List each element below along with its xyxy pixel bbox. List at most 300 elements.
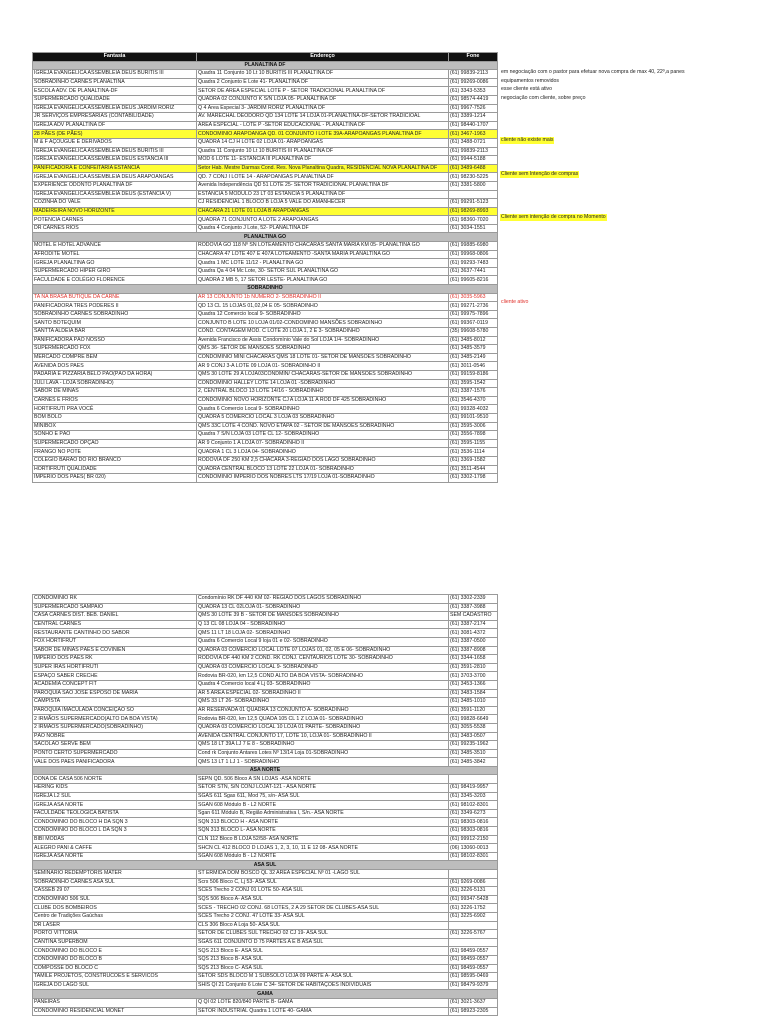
fantasia-cell: Centro de Tradições Gaúchas [33,912,197,921]
table-row [33,612,498,621]
table-row [33,620,498,629]
fone-cell: (61) 3591-1120 [449,706,498,715]
endereco-cell: SCES Trecho 2 CONJ. 47 LOTE 33- ASA SUL [197,912,449,921]
fantasia-cell: CONDOMINIO RESIDENCIAL MONET [33,1007,197,1016]
fone-cell: (61) 3488-0721 [449,138,498,147]
endereco-cell: Q 13 CL 08 LOJA 04 - SOBRADINHO [197,620,449,629]
endereco-cell: QMS 30 LOTE 39 B - SETOR DE MANSOES SOBRADINHO [197,612,449,621]
table-row [33,870,498,879]
endereco-cell: Scrs 506 Bloco C, Lj 53- ASA SUL [197,878,449,887]
endereco-cell: Quadra 7 S/N LOJA 03 LOTE CL 12- SOBRADINHO [197,431,449,440]
fone-cell: (61) 98419-9957 [449,784,498,793]
table-row [33,723,498,732]
fone-cell: (61) 3467-1963 [449,130,498,139]
endereco-cell: CONDOMINIO NOVO HORIZONTE CJ A LOJA 11 A ROD DF 425 SOBRADINHO [197,396,449,405]
fantasia-cell: CONDOMINIO DO BLOCO E [33,947,197,956]
fone-cell [449,775,498,784]
fantasia-cell: HERING KIDS [33,784,197,793]
fantasia-cell: SEMINARIO REDEMPTORIS MATER [33,870,197,879]
fone-cell: (61) 3387-3988 [449,603,498,612]
table-row [33,207,498,216]
table-row [33,78,498,87]
fantasia-cell: VALE DOS PAES PANIFICADORA [33,758,197,767]
table-row [33,87,498,96]
fantasia-cell: SUPERMERCADO FOX [33,345,197,354]
fantasia-cell: DONA DE CASA 506 NORTE [33,775,197,784]
table-row [33,998,498,1007]
endereco-cell: CONDOMINIO ARAPOANGA QD. 01 CONJUNTO I LOTE 39A-ARAPOANGAS PLANALTINA DF [197,130,449,139]
fantasia-cell: RESTAURANTE CANTINHO DO SABOR [33,629,197,638]
table-row [33,603,498,612]
fone-cell: (61) 9269-0086 [449,878,498,887]
table-row [33,465,498,474]
endereco-cell: MOD 6 LOTE 11- ESTANCIA III PLANALTINA DF [197,156,449,165]
fone-cell: (61) 98595-0469 [449,973,498,982]
endereco-cell: SETOR DE CLUBES SUL TRECHO 02 CJ 19- ASA SUL [197,930,449,939]
fantasia-cell: CONDOMINIO 506 SUL [33,895,197,904]
fone-cell: (61) 98102-8301 [449,801,498,810]
endereco-cell: SQS 213 Bloco E- ASA SUL [197,947,449,956]
fone-cell: (61) 3055-5538 [449,723,498,732]
table-row [33,259,498,268]
fone-cell: (06) 13060-0013 [449,844,498,853]
endereco-cell: 2, CENTRAL BLOCO 13 LOTE 14/16 - SOBRADINHO [197,388,449,397]
table-row [33,741,498,750]
header-fantasia: Fantasia [33,53,197,62]
fone-cell: (61) 99839-2113 [449,147,498,156]
fone-cell: (61) 98479-9379 [449,981,498,990]
table-row [33,319,498,328]
fantasia-cell: POTENCIA CARNES [33,216,197,225]
fantasia-cell: AVENIDA DOS PAES [33,362,197,371]
endereco-cell: Avenida Independência QD 51 LOTE 25- SETOR TRADICIONAL PLANALTINA DF [197,181,449,190]
fone-cell: (61) 3343-5353 [449,87,498,96]
endereco-cell: QUADRA 2 MB 5, 17 SETOR LESTE- PLANALTINA GO [197,276,449,285]
endereco-cell: RODOVIA GO 118 Nº SN LOTEAMENTO CHACARAS SANTA MARIA KM 05- PLANALTINA GO [197,242,449,251]
endereco-cell: QMS 30 LOTE 29 A LOJA03CONDMIN/ CHACARAS-SETOR DE MANSÕES SOBRADINHO [197,370,449,379]
endereco-cell: COND. CONTAGEM MOD. C LOTE 20 LOJA 1, 2 E 3- SOBRADINHO [197,328,449,337]
table-row [33,629,498,638]
endereco-cell: ESTANCIA 5 MODULO 23 LT 03 ESTANCIA 5 PLANALTINA DF [197,190,449,199]
fantasia-cell: SUPER IRAS HORTIFRUTI [33,663,197,672]
table-row [33,362,498,371]
endereco-cell: Avenida Francisco de Assis Condomínio Vale do Sol LOJA 1/4- SOBRADINHO [197,336,449,345]
table-row [33,199,498,208]
fone-cell: (61) 3546-4370 [449,396,498,405]
section-title: ASA NORTE [33,766,498,775]
endereco-cell: QMS 11 LT 18 LOJA 02- SOBRADINHO [197,629,449,638]
client-table-2 [32,594,498,1016]
table-row [33,422,498,431]
table-row [33,250,498,259]
endereco-cell: CONDOMINIO MINI CHACARAS QMS 18 LOTE 01- SETOR DE MANSÕES SOBRADINHO [197,353,449,362]
fantasia-cell: CASA CARNES DIST. BEB. DANIEL [33,612,197,621]
table-row [33,328,498,337]
endereco-cell: Q 4 Área Especial 3- JARDIM RORIZ PLANALTINA DF [197,104,449,113]
fantasia-cell: COMPOSSE DO BLOCO C [33,964,197,973]
section-title: ASA SUL [33,861,498,870]
fantasia-cell: BOM BOLO [33,413,197,422]
endereco-cell: RODOVIA DF 440 KM 2 COND. RK CONJ. CENTAURIOS LOTE 30- SOBRADINHO [197,655,449,664]
table-row [33,784,498,793]
endereco-cell: Quadra 1 MC LOTE 11/12 - PLANALTINA GO [197,259,449,268]
fone-cell: SEM CADASTRO [449,612,498,621]
fantasia-cell: JULI LAVA - LOJA SOBRADINHO) [33,379,197,388]
fantasia-cell: PORTO VITTORIA [33,930,197,939]
endereco-cell: SQS 213 Bloco B- ASA SUL [197,955,449,964]
fone-cell: (61) 3637-7441 [449,267,498,276]
endereco-cell: SHCN CL 412 BLOCO D LOJAS 1, 2, 3, 10, 11 E 12 08- ASA NORTE [197,844,449,853]
fantasia-cell: CLUBE DOS BOMBEIROS [33,904,197,913]
fantasia-cell: PANIFICADORA TRES PODERES II [33,302,197,311]
fone-cell: (61) 3595-1155 [449,439,498,448]
endereco-cell: Quadra 11 Conjunto 10 Lt 10 BURITIS III PLANALTINA DF [197,147,449,156]
table-row [33,749,498,758]
endereco-cell: SGAS 611 Sgas 611, Mod 75, s/n- ASA SUL [197,792,449,801]
table-row [33,370,498,379]
table-row [33,818,498,827]
table-row [33,276,498,285]
table-row [33,456,498,465]
fone-cell: (61) 3387-0500 [449,637,498,646]
fone-cell: (61) 99975-7896 [449,310,498,319]
fone-cell: (61) 99347-5428 [449,895,498,904]
fantasia-cell: IGREJA ASA NORTE [33,852,197,861]
fone-cell: (61) 99271-2736 [449,302,498,311]
fantasia-cell: SANTO BOTEQUIM [33,319,197,328]
fantasia-cell: IGREJA EVANGELICA ASSEMBLEIA DEUS ESTANCIA III [33,156,197,165]
fantasia-cell: SONHO E PÃO [33,431,197,440]
side-note: negociação com cliente, sobre preço [501,94,586,101]
fantasia-cell: PANIFICADORA E CONFEITARIA ESTANCIA [33,164,197,173]
fone-cell: (61) 3225-6902 [449,912,498,921]
table-row [33,448,498,457]
endereco-cell: Quadra 4 Comercio local 4 Lj 03- SOBRADINHO [197,680,449,689]
fone-cell: (61) 99912-2150 [449,835,498,844]
fone-cell: (61) 3381-5800 [449,181,498,190]
table-row [33,138,498,147]
table-row [33,964,498,973]
fone-cell: (61) 99235-1962 [449,741,498,750]
fone-cell: (61) 3387-2174 [449,620,498,629]
fantasia-cell: ESCOLA ADV. DE PLANALTINA-DF [33,87,197,96]
fantasia-cell: PADARIA E PIZZARIA BELO PÃO(PÃO DA HORA) [33,370,197,379]
fantasia-cell: TA NA BRASA BUTIQUE DA CARNE [33,293,197,302]
section-row [33,61,498,70]
fantasia-cell: IGREJA L2 SUL [33,792,197,801]
fantasia-cell: IGREJA EVANGELICA ASSEMBLEIA DEUS JARDIM RORIZ [33,104,197,113]
fantasia-cell: 2 IRMÃOS SUPERMERCADO(SOBRADINHO) [33,723,197,732]
endereco-cell: Quadra 2 Conjunto E Lote 41- PLANALTINA DF [197,78,449,87]
endereco-cell: Quadra 6 Comercio Local 9 loja 01 e 02- SOBRADINHO [197,637,449,646]
fantasia-cell: PONTO CERTO SUPERMERCADO [33,749,197,758]
table-row [33,405,498,414]
fone-cell: (61) 3011-0546 [449,362,498,371]
endereco-cell: AV. MARECHAL DEODORO QD 134 LOTE 14 LOJA 01-PLANALTINA-DF-SETOR TRADICIOAL [197,113,449,122]
fone-cell: (61) 3226-5131 [449,887,498,896]
table-row [33,646,498,655]
fone-cell: (61) 99159-8186 [449,370,498,379]
fantasia-cell: COZINHA DO VALE [33,199,197,208]
fantasia-cell: ESPAÇO SABER CRECHE [33,672,197,681]
endereco-cell: SQN 313 BLOCO H - ASA NORTE [197,818,449,827]
fantasia-cell: PANEIRAS [33,998,197,1007]
fantasia-cell: SABOR DE MINAS [33,388,197,397]
fantasia-cell: SUPERMERCADO OPÇÃO [33,439,197,448]
fone-cell: (61) 3485-3510 [449,749,498,758]
endereco-cell: AR RESERVADA 01 QUADRA 13 CONJUNTO A- SOBRADINHO [197,706,449,715]
fone-cell: (61) 98360-7020 [449,216,498,225]
endereco-cell: AR 9 CONJ 3-A LOTE 09 LOJA 01- SOBRADINHO II [197,362,449,371]
endereco-cell: QUADRA 14 CJ H LOTE 02 LOJA 01- ARAPOANGAS [197,138,449,147]
fantasia-cell: FRANGO NO POTE [33,448,197,457]
endereco-cell: QD 13 CL 15 LOJAS 01,02,04 E 05- SOBRADINHO [197,302,449,311]
table-row [33,698,498,707]
fantasia-cell: FACULDADE TEOLOGICA BATISTA [33,809,197,818]
endereco-cell: Quadra 6 Comercio Local 9- SOBRADINHO [197,405,449,414]
endereco-cell: SQN 313 BLOCO L- ASA NORTE [197,827,449,836]
fone-cell: (61) 3485-3579 [449,345,498,354]
endereco-cell: SGAN 608 Módulo B - L2 NORTE [197,801,449,810]
fone-cell: (61) 3556-7898 [449,431,498,440]
header-row [33,53,498,62]
fone-cell: (61) 3485-8012 [449,336,498,345]
table-row [33,835,498,844]
table-row [33,655,498,664]
endereco-cell: SGAN 608 Módulo B - L2 NORTE [197,852,449,861]
client-table-1 [32,52,498,483]
table-row [33,216,498,225]
fone-cell: (61) 3595-1542 [449,379,498,388]
endereco-cell: Rodovia BR-020, km 12,5 QUADA 105 CL 1 Z LOJA 01- SOBRADINHO [197,715,449,724]
table-row [33,887,498,896]
endereco-cell: CONJUNTO B LOTE 10 LOJA 01/02-CONDOMINIO MANSÕES SOBRADINHO [197,319,449,328]
endereco-cell: QMS 18 LT 39A LJ 7 E 8 - SOBRADINHO [197,741,449,750]
fone-cell: (61) 9944-5188 [449,156,498,165]
fantasia-cell: SUPERMERCADO HIPER GIRO [33,267,197,276]
fone-cell [449,190,498,199]
fantasia-cell: 2 IRMÃOS SUPERMERCADO(ALTO DA BOA VISTA) [33,715,197,724]
endereco-cell: QMS 33C LOTE 4 COND. NOVO ETAPA 02 - SETOR DE MANSÕES SOBRADINHO [197,422,449,431]
fantasia-cell: COLÉGIO BARÃO DO RIO BRANCO [33,456,197,465]
fone-cell: (61) 98303-0816 [449,818,498,827]
endereco-cell: Condomínio RK DF 440 KM 02- REGIÃO DOS LAGOS SOBRADINHO [197,595,449,604]
fantasia-cell: M & F AÇOUGUE E DERIVADOS [33,138,197,147]
fone-cell: (61) 3035-5963 [449,293,498,302]
endereco-cell: QMS 36- SETOR DE MANSÕES SOBRADINHO [197,345,449,354]
fone-cell: (61) 3511-4544 [449,465,498,474]
fone-cell: (61) 98303-0816 [449,827,498,836]
endereco-cell: CLS 306 Bloco A Loja 50- ASA SUL [197,921,449,930]
fantasia-cell: CARNES E FRIOS [33,396,197,405]
endereco-cell: AR 9 Conjunto 1 A LOJA 07- SOBRADINHO II [197,439,449,448]
table-row [33,121,498,130]
table-row [33,827,498,836]
table-row [33,852,498,861]
fone-cell: (61) 99367-0119 [449,319,498,328]
fone-cell: (61) 9967-7526 [449,104,498,113]
table-row [33,388,498,397]
fone-cell: (61) 99269-0086 [449,78,498,87]
fone-cell: (61) 3034-1551 [449,224,498,233]
side-note: esse cliente está ativo [501,86,553,92]
fantasia-cell: MINIBOX [33,422,197,431]
side-note: equipamentos removidos [501,77,559,84]
endereco-cell: QUADRA 1 CL 3 LOJA 04- SOBRADINHO [197,448,449,457]
endereco-cell: CHACARA 47 LOTE 407 E 407A LOTEAMENTO -SANTA MARIA PLANALTINA GO [197,250,449,259]
fone-cell: (61) 3021-3637 [449,998,498,1007]
fone-cell: (61) 99839-2113 [449,70,498,79]
endereco-cell: Sgan 611 Módulo B, Região Administrativa I, S/n.- ASA NORTE [197,809,449,818]
fone-cell: (61) 99101-9510 [449,413,498,422]
table-row [33,595,498,604]
fantasia-cell: PÃO NOBRE [33,732,197,741]
fone-cell: (61) 99291-5123 [449,199,498,208]
fantasia-cell: DR LASER [33,921,197,930]
section-row [33,766,498,775]
endereco-cell: QUADRA CENTRAL BLOCO 13 LOTE 22 LOJA 01- SOBRADINHO [197,465,449,474]
table-row [33,113,498,122]
fone-cell: (61) 99828-6649 [449,715,498,724]
section-row [33,861,498,870]
fantasia-cell: SOBRADINHO CARNES PLANALTINA [33,78,197,87]
fantasia-cell: BIBI MODAS [33,835,197,844]
fone-cell: (61) 98440-1707 [449,121,498,130]
endereco-cell: Setor Hab. Mestre Darmas Cond. Res. Nova Planaltina Quadra, RESIDENCIAL NOVA PLANALTINA DF [197,164,449,173]
table-row [33,938,498,947]
fone-cell: (61) 3387-1576 [449,388,498,397]
fantasia-cell: IGREJA ASA NORTE [33,801,197,810]
endereco-cell: QUADRA 71 CONJUNTO A LOTE 2 ARAPOANGAS [197,216,449,225]
fantasia-cell: PANIFICADORA PÃO NOSSO [33,336,197,345]
fantasia-cell: CENTRAL CARNES [33,620,197,629]
endereco-cell: SGAS 611 CONJUNTO D 75 PARTES A E B ASA SUL [197,938,449,947]
fone-cell: (61) 3369-1582 [449,456,498,465]
table-row [33,104,498,113]
endereco-cell: Quadra 12 Comercio local 9- SOBRADINHO [197,310,449,319]
fone-cell: (61) 98102-8301 [449,852,498,861]
table-row [33,345,498,354]
endereco-cell: SETOR STN, S/N CONJ LOJAT-121 - ASA NORTE [197,784,449,793]
fantasia-cell: AFRODITE MOTEL [33,250,197,259]
fantasia-cell: IGREJA DO LAGO SUL [33,981,197,990]
endereco-cell: Quadra 11 Conjunto 10 Lt 10 BURITIS III PLANALTINA DF [197,70,449,79]
table-row [33,190,498,199]
fantasia-cell: MOTEL E HOTEL ADVANCE [33,242,197,251]
fone-cell: (61) 3703-3700 [449,672,498,681]
table-row [33,156,498,165]
fantasia-cell: SANTTA ALDEIA BAR [33,328,197,337]
table-row [33,930,498,939]
fantasia-cell: HORTIFRUTI QUALIDADE [33,465,197,474]
fone-cell: (61) 99968-0806 [449,250,498,259]
fantasia-cell: FOX HORTIFRUT [33,637,197,646]
fone-cell: (61) 3485-1010 [449,698,498,707]
endereco-cell: SQS 506 Bloco A- ASA SUL [197,895,449,904]
table-row [33,130,498,139]
table-row [33,792,498,801]
section-title: PLANALTINA GO [33,233,498,242]
endereco-cell: AVENIDA CENTRAL CONJUNTO 17, LOTE 10, LOJA 01- SOBRADINHO II [197,732,449,741]
section-title: GAMA [33,990,498,999]
table-row [33,921,498,930]
fone-cell: (61) 3345-3203 [449,792,498,801]
endereco-cell: Cond rk Conjunto Antares Lotes Nº 13/14 Loja 01-SOBRADINHO [197,749,449,758]
endereco-cell: SEPN QD. 506 Bloco A SN LOJAS -ASA NORTE [197,775,449,784]
fantasia-cell: IGREJA EVANGELICA ASSEMBLEIA DEUS BURITIS III [33,70,197,79]
table-row [33,293,498,302]
table-row [33,242,498,251]
table-row [33,663,498,672]
fantasia-cell: CONDOMINIO DO BLOCO H DA SQN 3 [33,818,197,827]
side-note: cliente ativo [501,298,529,305]
table-row [33,912,498,921]
table-row [33,70,498,79]
table-row [33,672,498,681]
fantasia-cell: IGREJA ADV PLANALTINA DF [33,121,197,130]
fantasia-cell: IGREJA EVANGELICA ASSEMBLEIA DEUS BURITIS III [33,147,197,156]
fantasia-cell: HORTIFRUTI PRA VOCÊ [33,405,197,414]
header-fone: Fone [449,53,498,62]
table-row [33,224,498,233]
endereco-cell: SETOR INDUSTRIAL Quadra 1 LOTE 40- GAMA [197,1007,449,1016]
endereco-cell: AR 5 AREA ESPECIAL 02- SOBRADINHO II [197,689,449,698]
fantasia-cell: CAMPISTA [33,698,197,707]
table-row [33,775,498,784]
fone-cell: (61) 3344-1658 [449,655,498,664]
endereco-cell: CLN 112 Bloco B LOJA 52/58- ASA NORTE [197,835,449,844]
fantasia-cell: IGREJA EVANGELICA ASSEMBLEIA DEUS (ESTANCIA V) [33,190,197,199]
endereco-cell: SETOR DE AREA ESPECIAL LOTE P - SETOR TRADICIONAL PLANALTINA DF [197,87,449,96]
fone-cell [449,938,498,947]
table-row [33,801,498,810]
table-row [33,637,498,646]
fantasia-cell: 28 PÃES (DE PÃES) [33,130,197,139]
endereco-cell: SETOR SDS BLOCO M 1 SUBSOLO LOJA 09 PARTE A- ASA SUL [197,973,449,982]
table-row [33,95,498,104]
side-note: cliente não existe mais [501,137,554,143]
section-row [33,285,498,294]
endereco-cell: CONDOMINIO IMPERIO DOS NOBRES LTS 17/19 LOJA 01-SOBRADINHO [197,474,449,483]
fantasia-cell: ACADEMIA CONCEPT FIT [33,680,197,689]
fone-cell: (61) 99605-8216 [449,276,498,285]
fantasia-cell: IMPERIO DOS PAES( BR 020) [33,474,197,483]
fantasia-cell: CASSEB 29 07 [33,887,197,896]
endereco-cell: AREA ESPECIAL - LOTE P -SETOR EDUCACIONAL - PLANALTINA DF [197,121,449,130]
endereco-cell: QMS 13 LT 1 LJ 1 - SOBRADINHO [197,758,449,767]
fantasia-cell: IGREJA EVANGELICA ASSEMBLEIA DEUS ARAPOANGAS [33,173,197,182]
fantasia-cell: CANTINA SUPERBOM [33,938,197,947]
side-note: Cliente sem Intenção de compras [501,171,579,177]
endereco-cell: Quadra Qa 4 04 Mc Lote, 30- SETOR SUL PLANALTINA GO [197,267,449,276]
table-row [33,396,498,405]
fone-cell: (35) 99608-5780 [449,328,498,337]
fantasia-cell: SOBRADINHO CARNES SOBRADINHO [33,310,197,319]
fone-cell: (61) 3536-1114 [449,448,498,457]
fantasia-cell: MERCADO COMPRE BEM [33,353,197,362]
endereco-cell: CHACARA 21 LOTE 01 LOJA B ARAPOANGAS [197,207,449,216]
endereco-cell: QUADRA 03 COMERCIO LOCAL 9- SOBRADINHO [197,663,449,672]
endereco-cell: ST ERMIDA DOM BOSCO QL 32 AREA ESPECIAL Nº 01 -LAGO SUL [197,870,449,879]
fantasia-cell: JR SERVIÇOS EMPRESARIAS (CONTABILIDADE) [33,113,197,122]
fantasia-cell: FACULDADE E COLÉGIO FLORENCE [33,276,197,285]
fone-cell: (61) 3349-6273 [449,809,498,818]
endereco-cell: SCES Trecho 2 CONJ 01 LOTE 50- ASA SUL [197,887,449,896]
endereco-cell: SCES - TRECHO 02 CONJ. 68 LOTES, 2 A 29 SETOR DE CLUBES-ASA SUL [197,904,449,913]
endereco-cell: QUADRA 13 CL 02LOJA 01- SOBRADINHO [197,603,449,612]
table-row [33,878,498,887]
table-row [33,413,498,422]
